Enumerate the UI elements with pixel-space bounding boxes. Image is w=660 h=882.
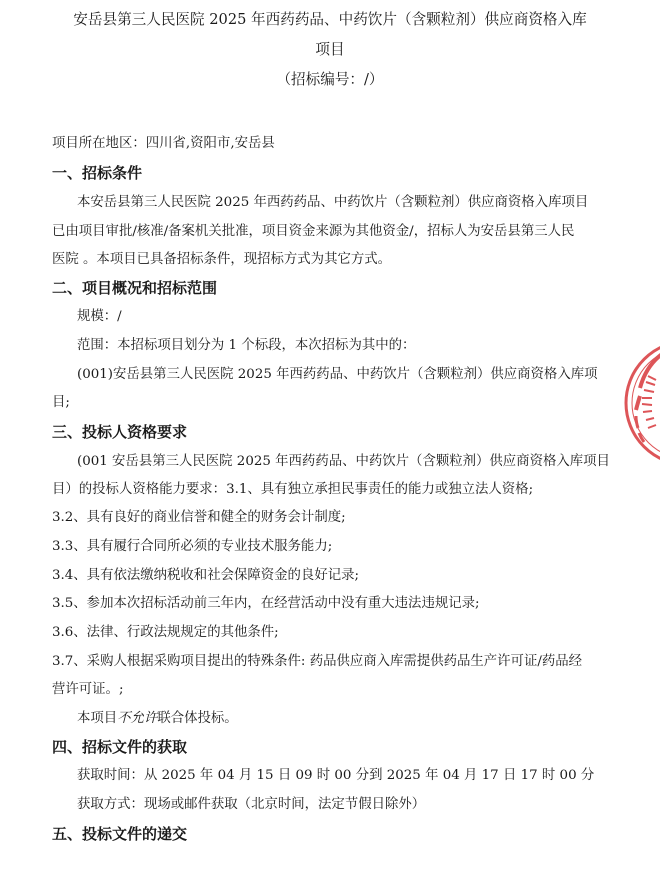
acquisition-method: 获取方式：现场或邮件获取（北京时间，法定节假日除外） [77,797,426,812]
paragraph: 目）的投标人资格能力要求：3.1、具有独立承担民事责任的能力或独立法人资格; [52,482,534,497]
requirement-item: 3.7、采购人根据采购项目提出的特殊条件: 药品供应商入库需提供药品生产许可证/药品经 [52,654,583,669]
doc-title-line2: 项目 [315,41,345,58]
project-location: 项目所在地区：四川省,资阳市,安岳县 [52,136,275,151]
section-heading-5: 五、投标文件的递交 [52,825,188,843]
red-seal-stamp [618,328,660,478]
paragraph: (001 安岳县第三人民医院 2025 年西药药品、中药饮片（含颗粒剂）供应商资格入库项目 [77,454,610,469]
paragraph: 规模：/ [77,309,122,324]
paragraph: (001)安岳县第三人民医院 2025 年西药药品、中药饮片（含颗粒剂）供应商资格入库项 [77,367,598,382]
paragraph: 已由项目审批/核准/备案机关批准，项目资金来源为其他资金/，招标人为安岳县第三人民 [52,224,575,239]
seal-stamp-icon [618,328,660,478]
section-heading-3: 三、投标人资格要求 [52,423,188,441]
section-heading-4: 四、招标文件的获取 [52,738,188,756]
requirement-item: 3.5、参加本次招标活动前三年内，在经营活动中没有重大违法违规记录; [52,596,480,611]
consortium-post: 联合体投标。 [157,711,238,726]
requirement-item: 3.3、具有履行合同所必须的专业技术服务能力; [52,539,333,554]
consortium-pre: 本项目 [77,711,118,726]
requirement-item: 3.6、法律、行政法规规定的其他条件; [52,625,279,640]
consortium-emphasis: 不允许 [117,711,158,726]
paragraph: 本安岳县第三人民医院 2025 年西药药品、中药饮片（含颗粒剂）供应商资格入库项目 [77,195,589,210]
consortium-note [77,709,238,729]
tender-number: （招标编号：/） [276,71,384,88]
acquisition-time: 获取时间：从 2025 年 04 月 15 日 09 时 00 分到 2025 年 04 月 17 日 17 时 00 分 [77,768,595,783]
paragraph: 医院 。本项目已具备招标条件，现招标方式为其它方式。 [52,252,392,267]
requirement-item: 3.2、具有良好的商业信誉和健全的财务会计制度; [52,510,346,525]
section-heading-1: 一、招标条件 [52,164,143,182]
paragraph: 范围：本招标项目划分为 1 个标段，本次招标为其中的： [77,338,416,353]
requirement-item: 营许可证。; [52,682,124,697]
doc-title-line1: 安岳县第三人民医院 2025 年西药药品、中药饮片（含颗粒剂）供应商资格入库 [73,11,587,28]
section-heading-2: 二、项目概况和招标范围 [52,279,218,297]
requirement-item: 3.4、具有依法缴纳税收和社会保障资金的良好记录; [52,568,360,583]
paragraph: 目; [52,395,70,410]
